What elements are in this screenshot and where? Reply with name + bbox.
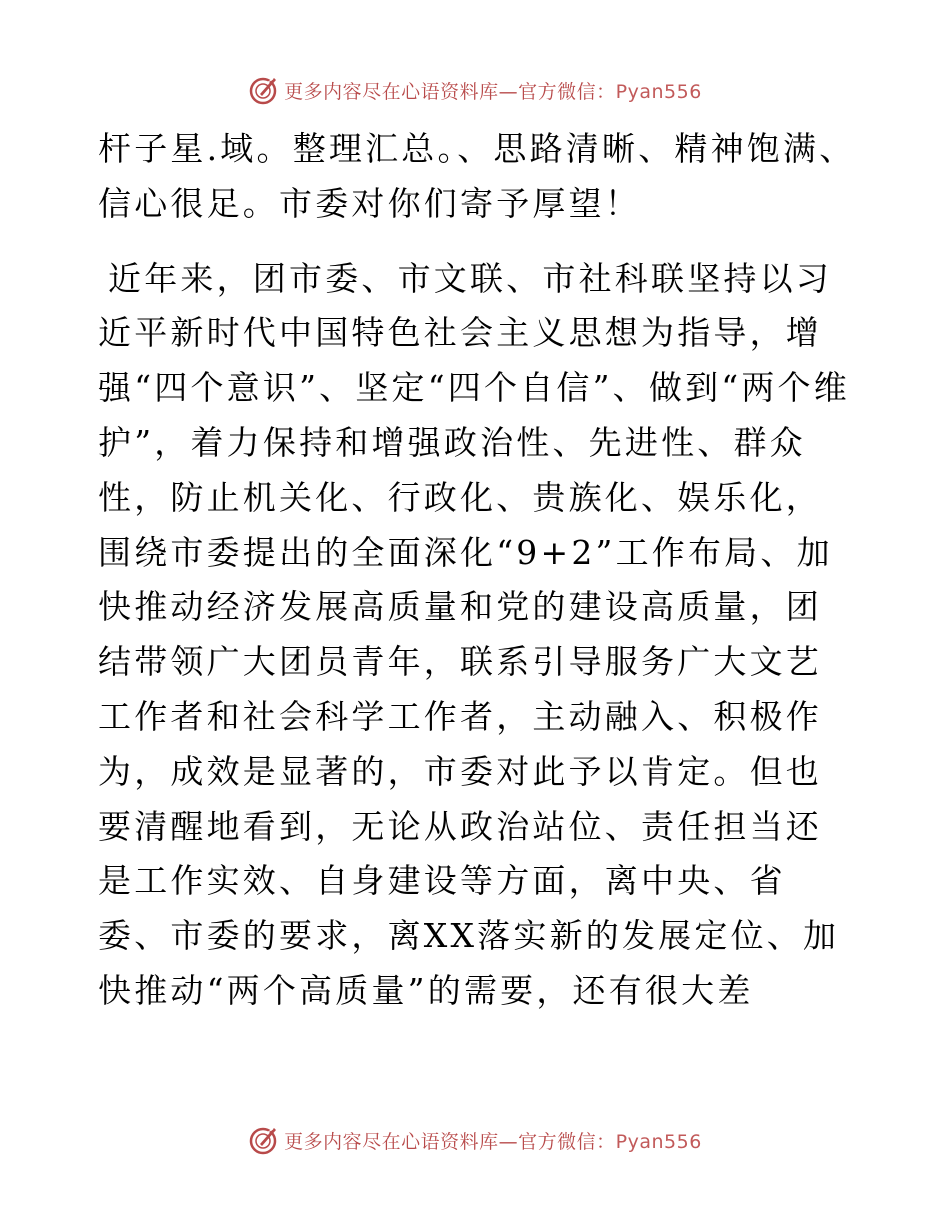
document-body xyxy=(98,122,858,1019)
quill-pen-logo-icon xyxy=(248,74,280,106)
paragraph-1: 杆子星.域。整理汇总。、思路清晰、精神饱满、信心很足。市委对你们寄予厚望！ xyxy=(98,129,856,223)
footer-banner-label: 更多内容尽在心语资料库—官方微信： xyxy=(284,1130,616,1153)
quill-pen-logo-icon xyxy=(248,1124,280,1156)
paragraph-2: 近年来，团市委、市文联、市社科联坚持以习近平新时代中国特色社会主义思想为指导，增强“四个意识”、坚定“四个自信”、做到“两个维护”，着力保持和增强政治性、先进性、群众性，防止机关化、行政化、贵族化、娱乐化，围绕市委提出的全面深化“9+2”工作布局、加快推动经济发展高质量和党的建设高质量，团结带领广大团员青年，联系引导服务广大文艺工作者和社会科学工作者，主动融入、积极作为，成效是显著的，市委对此予以肯定。但也要清醒地看到，无论从政治站位、责任担当还是工作实效、自身建设等方面，离中央、省委、市委的要求，离XX落实新的发展定位、加快推动“两个高质量”的需要，还有很大差 xyxy=(98,258,850,1010)
header-banner xyxy=(0,70,950,110)
footer-banner xyxy=(0,1120,950,1160)
footer-banner-text xyxy=(284,1127,702,1154)
header-banner-label: 更多内容尽在心语资料库—官方微信： xyxy=(284,80,616,103)
footer-wechat-handle: Pyan556 xyxy=(615,1130,702,1153)
header-wechat-handle: Pyan556 xyxy=(615,80,702,103)
header-banner-text xyxy=(284,77,702,104)
